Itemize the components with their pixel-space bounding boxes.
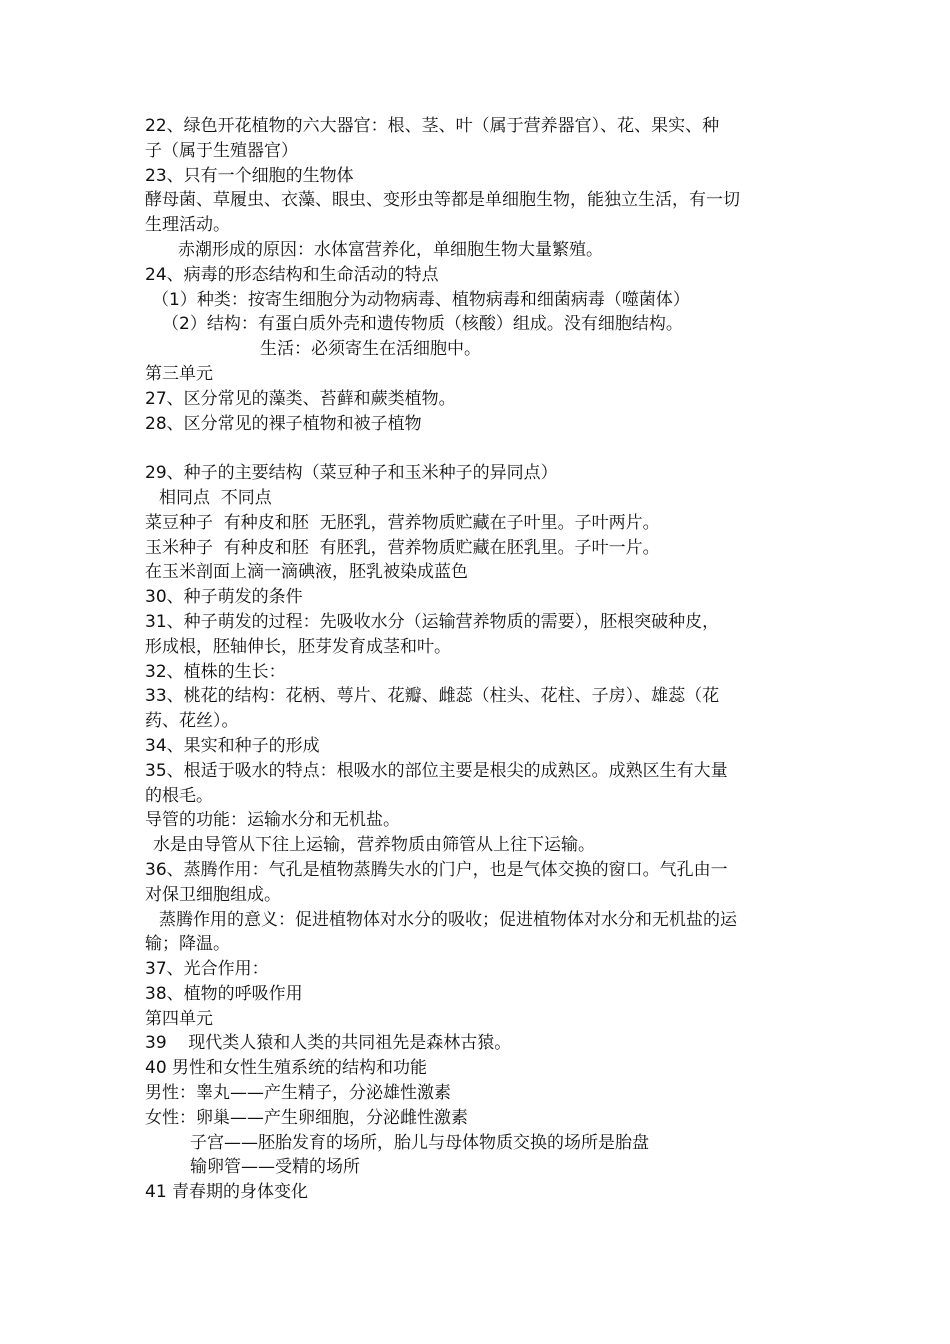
text-line: 水是由导管从下往上运输，营养物质由筛管从上往下运输。 bbox=[153, 835, 595, 856]
text-line: 38、植物的呼吸作用 bbox=[145, 983, 303, 1004]
text-line: 子宫——胚胎发育的场所，胎儿与母体物质交换的场所是胎盘 bbox=[190, 1132, 649, 1153]
text-line: 女性：卵巢——产生卵细胞，分泌雌性激素 bbox=[145, 1107, 468, 1128]
text-line: 相同点 不同点 bbox=[159, 487, 272, 508]
text-line: 40 男性和女性生殖系统的结构和功能 bbox=[145, 1058, 428, 1079]
text-line: 输；降温。 bbox=[145, 934, 230, 955]
text-line: 的根毛。 bbox=[145, 785, 213, 806]
document-body bbox=[145, 114, 815, 1205]
text-line: （1）种类：按寄生细胞分为动物病毒、植物病毒和细菌病毒（噬菌体） bbox=[152, 289, 690, 310]
text-line: 菜豆种子 有种皮和胚 无胚乳，营养物质贮藏在子叶里。子叶两片。 bbox=[145, 512, 660, 533]
text-line: 36、蒸腾作用：气孔是植物蒸腾失水的门户，也是气体交换的窗口。气孔由一 bbox=[145, 859, 728, 880]
blank-line bbox=[145, 436, 815, 461]
text-line: 39 现代类人猿和人类的共同祖先是森林古猿。 bbox=[145, 1033, 512, 1054]
text-line: 子（属于生殖器官） bbox=[145, 140, 298, 161]
text-line: 24、病毒的形态结构和生命活动的特点 bbox=[145, 264, 439, 285]
text-line: 生理活动。 bbox=[145, 215, 230, 236]
text-line: 37、光合作用： bbox=[145, 959, 269, 980]
text-line: 27、区分常见的藻类、苔藓和蕨类植物。 bbox=[145, 388, 456, 409]
text-line: 酵母菌、草履虫、衣藻、眼虫、变形虫等都是单细胞生物，能独立生活，有一切 bbox=[145, 190, 740, 211]
unit-heading: 第三单元 bbox=[145, 363, 213, 384]
text-line: 药、花丝）。 bbox=[145, 711, 239, 732]
text-line: 33、桃花的结构：花柄、萼片、花瓣、雌蕊（柱头、花柱、子房）、雄蕊（花 bbox=[145, 686, 720, 707]
text-line: 23、只有一个细胞的生物体 bbox=[145, 165, 354, 186]
text-line: 生活：必须寄生在活细胞中。 bbox=[260, 339, 481, 360]
text-line: 导管的功能：运输水分和无机盐。 bbox=[145, 810, 400, 831]
text-line: 对保卫细胞组成。 bbox=[145, 884, 281, 905]
text-line: 输卵管——受精的场所 bbox=[190, 1157, 360, 1178]
text-line: 在玉米剖面上滴一滴碘液，胚乳被染成蓝色 bbox=[145, 562, 468, 583]
text-line: 34、果实和种子的形成 bbox=[145, 735, 320, 756]
unit-heading: 第四单元 bbox=[145, 1008, 213, 1029]
text-line: 32、植株的生长： bbox=[145, 661, 286, 682]
text-line: 41 青春期的身体变化 bbox=[145, 1182, 309, 1203]
text-line: 28、区分常见的裸子植物和被子植物 bbox=[145, 413, 422, 434]
text-line: 玉米种子 有种皮和胚 有胚乳，营养物质贮藏在胚乳里。子叶一片。 bbox=[145, 537, 660, 558]
text-line: （2）结构：有蛋白质外壳和遗传物质（核酸）组成。没有细胞结构。 bbox=[162, 314, 683, 335]
text-line: 男性：睾丸——产生精子，分泌雄性激素 bbox=[145, 1083, 451, 1104]
text-line: 蒸腾作用的意义：促进植物体对水分的吸收；促进植物体对水分和无机盐的运 bbox=[159, 909, 737, 930]
text-line: 赤潮形成的原因：水体富营养化，单细胞生物大量繁殖。 bbox=[178, 239, 603, 260]
text-line: 30、种子萌发的条件 bbox=[145, 587, 303, 608]
text-line: 22、绿色开花植物的六大器官：根、茎、叶（属于营养器官）、花、果实、种 bbox=[145, 116, 720, 136]
text-line: 35、根适于吸水的特点：根吸水的部位主要是根尖的成熟区。成熟区生有大量 bbox=[145, 760, 728, 781]
text-line: 29、种子的主要结构（菜豆种子和玉米种子的异同点） bbox=[145, 463, 558, 484]
text-line: 31、种子萌发的过程：先吸收水分（运输营养物质的需要），胚根突破种皮， bbox=[145, 611, 720, 632]
text-line: 形成根，胚轴伸长，胚芽发育成茎和叶。 bbox=[145, 636, 451, 657]
